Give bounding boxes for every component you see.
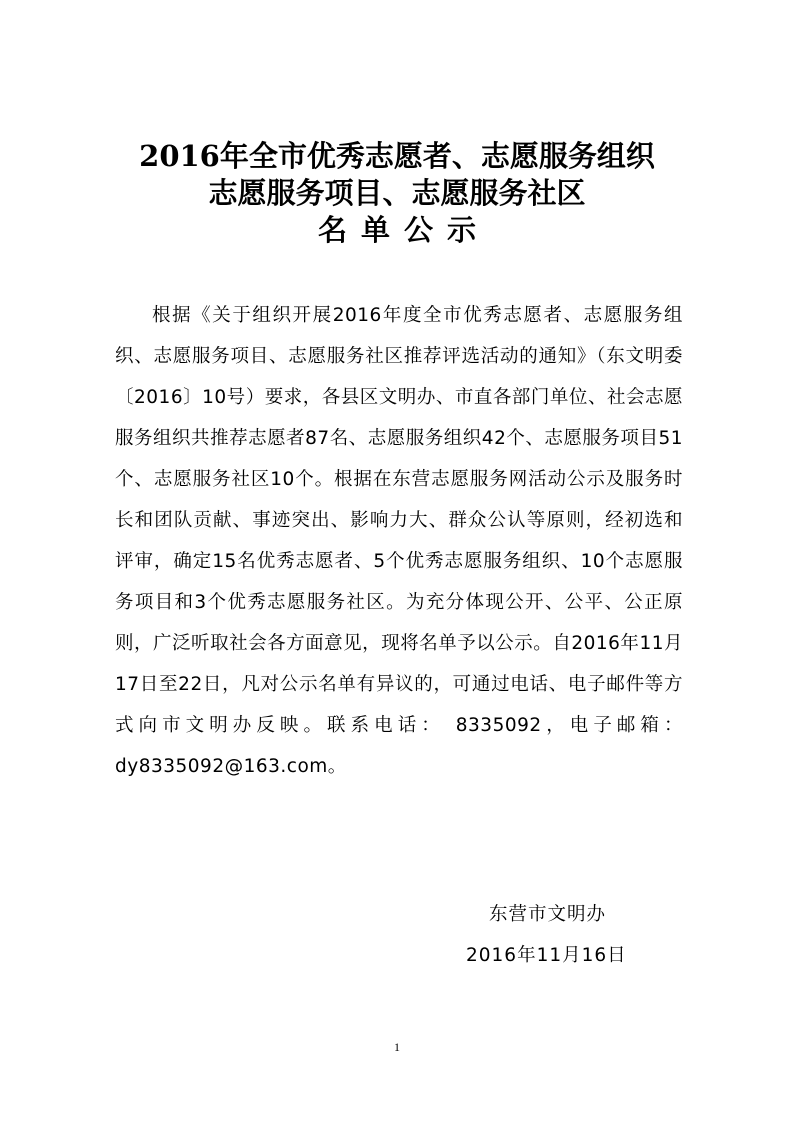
title-line-3: 名单公示: [317, 213, 490, 247]
signature-organization: 东营市文明办: [489, 904, 607, 925]
body-paragraph: 根据《关于组织开展2016年度全市优秀志愿者、志愿服务组织、志愿服务项目、志愿服务社区推荐评选活动的通知》（东文明委〔2016〕10号）要求，各县区文明办、市直各部门单位、社会志愿服务组织共推荐志愿者87名、志愿服务组织42个、志愿服务项目51个、志愿服务社区10个。根据在东营志愿服务网活动公示及服务时长和团队贡献、事迹突出、影响力大、群众公认等原则，经初选和评审，确定15名优秀志愿者、5个优秀志愿服务组织、10个志愿服务项目和3个优秀志愿服务社区。为充分体现公开、公平、公正原则，广泛听取社会各方面意见，现将名单予以公示。自2016年11月17日至22日，凡对公示名单有异议的，可通过电话、电子邮件等方式向市文明办反映。联系电话： 8335092，电子邮箱：dy8335092@163.com。: [115, 305, 683, 777]
title-line-2: 志愿服务项目、志愿服务社区: [208, 176, 586, 210]
page-number: 1: [394, 1040, 400, 1054]
title-line-1: 2016年全市优秀志愿者、志愿服务组织: [139, 139, 655, 173]
signature-date: 2016年11月16日: [466, 945, 627, 966]
document-title: [0, 138, 794, 249]
